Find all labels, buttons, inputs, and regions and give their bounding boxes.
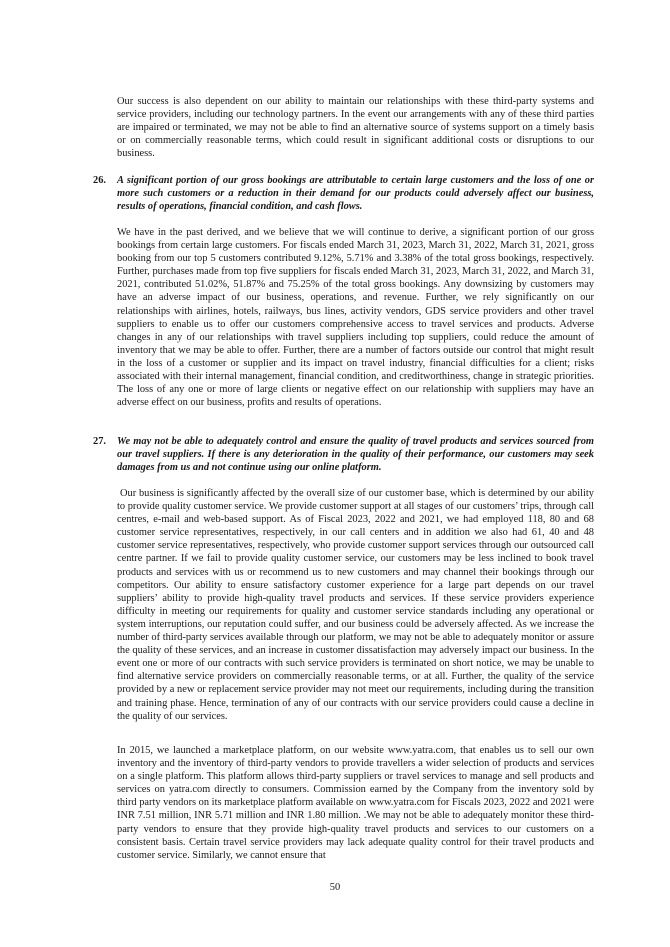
section-26-title: A significant portion of our gross bookings are attributable to certain large customers and the loss of one or more such customers or a reduction in their demand for our products could adversely affect our business, results of operations, financial condition, and cash flows. (117, 175, 594, 213)
section-27-number: 27. (93, 436, 106, 447)
section-27-paragraph-1: Our business is significantly affected by the overall size of our customer base, which is determined by our ability to provide quality customer service. We provide customer support at all stages of our customers’ trips, through call centres, e-mail and web-based support. As of Fiscal 2023, 2022 and 2021, we had employed 118, 80 and 68 customer service representatives, respectively, in our call centers and in addition we also had 61, 40 and 48 customer service representatives, respectively, who provide customer support services through our outsourced call centre partner. If we fail to provide quality customer service, our customers may be less inclined to book travel products and services with us or recommend us to new customers and may channel their bookings through our competitors. Our ability to ensure satisfactory customer experience for a large part depends on our travel suppliers’ ability to provide high-quality travel products and services. If these service providers experience difficulty in meeting our requirements for quality and customer service standards including any operational or system interruptions, our reputation could suffer, and our business could be adversely affected. As we increase the number of third-party services available through our platform, we may not be able to adequately monitor or assure the quality of these services, and an increase in customer dissatisfaction may adversely impact our business. In the event one or more of our contracts with such service providers is terminated on short notice, we may be unable to find alternative service providers on commercially reasonable terms, or at all. Further, the quality of the service provided by a new or replacement service provider may not meet our requirements, including during the transition and training phase. Hence, termination of any of our contracts with our service providers could cause a decline in the quality of our services. (117, 488, 594, 722)
section-26-number: 26. (93, 175, 106, 186)
section-26-heading (93, 174, 594, 213)
page-number: 50 (329, 882, 341, 893)
section-26-paragraph: We have in the past derived, and we believe that we will continue to derive, a significant portion of our gross bookings from certain large customers. For fiscals ended March 31, 2023, March 31, 2022, March 31, 2021, gross booking from our top 5 customers contributed 9.12%, 5.71% and 3.38% of the total gross bookings, respectively. Further, purchases made from top five suppliers for fiscals ended March 31, 2023, March 31, 2022, and March 31, 2021, contributed 51.02%, 51.87% and 75.25% of the total gross bookings. Any downsizing by customers may have an adverse impact of our business, operations, and revenue. Further, we rely significantly on our relationships with airlines, hotels, railways, bus lines, activity vendors, GDS service providers and other travel suppliers to enable us to offer our customers comprehensive access to travel services and products. Adverse changes in any of our relationships with travel suppliers including top suppliers, could reduce the amount of inventory that we may be able to offer. Further, there are a number of factors outside our control that might result in the loss of a customer or supplier and its impact on travel industry, financial difficulties for a client; risks associated with their internal management, financial condition, and creditworthiness, change in strategic priorities. The loss of any one or more of large clients or negative effect on our relationship with suppliers may have an adverse effect on our business, profits and results of operations. (117, 227, 594, 409)
section-27-heading (93, 435, 594, 474)
section-27-title: We may not be able to adequately control and ensure the quality of travel products and services sourced from our travel suppliers. If there is any deterioration in the quality of their performance, our customers may seek damages from us and not continue using our online platform. (117, 436, 594, 474)
intro-paragraph: Our success is also dependent on our ability to maintain our relationships with these third-party systems and service providers, including our technology partners. In the event our arrangements with any of these third parties are impaired or terminated, we may not be able to find an alternative source of systems support on a timely basis or on commercially reasonable terms, which could result in significant additional costs or disruptions to our business. (117, 96, 594, 160)
section-27-paragraph-2: In 2015, we launched a marketplace platform, on our website www.yatra.com, that enables us to sell our own inventory and the inventory of third-party vendors to provide travellers a wider selection of products and services on a single platform. This platform allows third-party suppliers or travel services to manage and sell products and services on yatra.com directly to consumers. Commission earned by the Company from the inventory sold by third party vendors on its marketplace platform available on www.yatra.com for Fiscals 2023, 2022 and 2021 were INR 7.51 million, INR 5.71 million and INR 1.80 million. .We may not be able to adequately monitor these third-party vendors to ensure that they provide high-quality travel products and services to our customers on a consistent basis. Certain travel service providers may lack adequate quality control for their travel products and customer service. Similarly, we cannot ensure that (117, 745, 594, 861)
